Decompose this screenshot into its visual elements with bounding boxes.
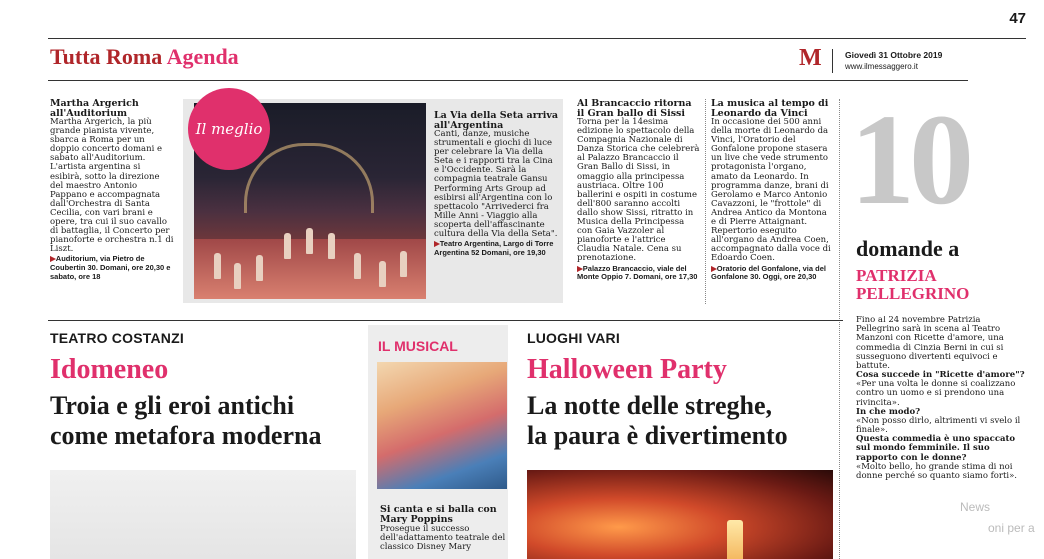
interview-question: In che modo? xyxy=(856,406,921,417)
interview-title: domande a xyxy=(856,236,960,261)
section-title xyxy=(50,44,239,70)
dancer-figure xyxy=(354,253,361,279)
interview-name-first: PATRIZIA xyxy=(856,266,937,285)
interview-answer: «Molto bello, ho grande stima di noi donne perché so quanto siamo forti». xyxy=(856,461,1018,481)
article-info-text: Auditorium, via Pietro de Coubertin 30. Domani, ore 20,30 e sabato, ore 18 xyxy=(50,254,171,281)
masthead-divider xyxy=(832,49,833,73)
article-argerich xyxy=(50,99,175,309)
musical-caption xyxy=(380,505,508,559)
dancer-figure xyxy=(256,255,263,281)
article-info-text: Teatro Argentina, Largo di Torre Argentina 52 Domani, ore 19,30 xyxy=(434,239,554,257)
section-title-main: Tutta Roma xyxy=(50,44,163,69)
musical-caption-heading: Si canta e si balla con Mary Poppins xyxy=(380,505,497,525)
il-meglio-badge: Il meglio xyxy=(188,88,270,170)
article-heading: Martha Argerich all'Auditorium xyxy=(50,99,139,119)
top-rule xyxy=(48,38,1026,39)
mid-rule xyxy=(48,320,843,321)
idomeneo-kicker: TEATRO COSTANZI xyxy=(50,330,184,346)
interview-number: 10 xyxy=(850,88,968,232)
article-info: ▶Palazzo Brancaccio, viale del Monte Oppio 7. Domani, ore 17,30 xyxy=(577,263,698,282)
newspaper-logo[interactable]: M xyxy=(799,45,822,71)
interview-intro: Fino al 24 novembre Patrizia Pellegrino sarà in scena al Teatro Manzoni con Ricette d'amore, una commedia di Cinzia Berni in cui si susseguono divertenti equivoci e battute. xyxy=(856,316,1004,371)
idomeneo-headline-line1: Troia e gli eroi antichi xyxy=(50,391,295,420)
column-divider xyxy=(839,99,840,559)
dancer-figure xyxy=(214,253,221,279)
watermark-text: oni per a xyxy=(988,521,1035,535)
article-heading: La Via della Seta arriva all'Argentina xyxy=(434,111,558,131)
halloween-title[interactable]: Halloween Party xyxy=(527,354,727,385)
mary-poppins-photo xyxy=(377,362,507,489)
article-info: ▶Auditorium, via Pietro de Coubertin 30. Domani, ore 20,30 e sabato, ore 18 xyxy=(50,254,171,281)
article-info: ▶Oratorio del Gonfalone, via del Gonfalone 30. Oggi, ore 20,30 xyxy=(711,263,826,282)
column-divider xyxy=(705,99,706,304)
dancer-figure xyxy=(284,233,291,259)
halloween-headline[interactable] xyxy=(527,391,788,451)
issue-date: Giovedì 31 Ottobre 2019 xyxy=(845,50,943,60)
interview-question: Questa commedia è uno spaccato sul mondo femminile. Il suo rapporto con le donne? xyxy=(856,434,1016,463)
idomeneo-title[interactable]: Idomeneo xyxy=(50,354,169,385)
interview-answer: «Per una volta le donne si coalizzano contro un uomo e si prendono una rivincita». xyxy=(856,379,1016,408)
halloween-photo xyxy=(527,470,833,559)
idomeneo-headline-line2: come metafora moderna xyxy=(50,420,322,450)
article-info: ▶Teatro Argentina, Largo di Torre Argentina 52 Domani, ore 19,30 xyxy=(434,239,554,257)
article-body: Torna per la 14esima edizione lo spettacolo della Compagnia Nazionale di Danza Storica che celebrerà al Palazzo Brancaccio il Gran Ballo di Sissi, in omaggio alla principessa austriaca. Oltre 100 ballerini e ospiti in costume dell'800 saranno accolti dallo show Sissi, ritratto in Musica della Principessa con Gaia Vazzoler al pianoforte e l'attrice Claudia Natale. Cena su prenotazione. xyxy=(577,117,700,264)
musical-caption-body: Prosegue il successo dell'adattamento teatrale del classico Disney Mary xyxy=(380,523,506,552)
idomeneo-photo xyxy=(50,470,356,559)
musical-kicker: IL MUSICAL xyxy=(378,338,458,354)
article-body: Canti, danze, musiche strumentali e giochi di luce per celebrare la Via della Seta e i rapporti tra la Cina e l'Occidente. Sarà la compagnia teatrale Gansu Performing Arts Group ad esibirsi all'Argentina con lo spettacolo "Arrivederci fra Mille Anni - Viaggio alla scoperta dell'affascinante cultura della Via della Seta". xyxy=(434,129,558,240)
dancer-figure xyxy=(400,251,407,277)
article-via-della-seta xyxy=(434,111,559,301)
halloween-kicker: LUOGHI VARI xyxy=(527,330,620,346)
dancer-figure xyxy=(328,233,335,259)
stage-arch xyxy=(244,143,374,213)
interview-answer: «Non posso dirlo, altrimenti vi svelo il finale». xyxy=(856,415,1021,436)
website-link[interactable]: www.ilmessaggero.it xyxy=(845,62,918,71)
article-heading: Al Brancaccio ritorna il Gran ballo di Sissi xyxy=(577,99,692,119)
dancer-figure xyxy=(234,263,241,289)
article-info-text: Oratorio del Gonfalone, via del Gonfalone 30. Oggi, ore 20,30 xyxy=(711,263,826,282)
dancer-figure xyxy=(379,261,386,287)
article-sissi xyxy=(577,99,700,309)
article-leonardo xyxy=(711,99,833,309)
halloween-headline-line2: la paura è divertimento xyxy=(527,420,788,450)
interview-name xyxy=(856,267,969,303)
section-title-accent: Agenda xyxy=(166,44,239,69)
idomeneo-headline[interactable] xyxy=(50,391,321,451)
dancer-figure xyxy=(306,228,313,254)
interview-question: Cosa succede in "Ricette d'amore"? xyxy=(856,370,1025,381)
candle-figure xyxy=(727,520,743,559)
article-info-text: Palazzo Brancaccio, viale del Monte Oppio 7. Domani, ore 17,30 xyxy=(577,263,698,282)
interview-name-last: PELLEGRINO xyxy=(856,283,970,303)
halloween-headline-line1: La notte delle streghe, xyxy=(527,391,773,420)
article-body: In occasione dei 500 anni della morte di Leonardo da Vinci, l'Oratorio del Gonfalone propone stasera un live che vede strumento protagonista l'organo, amato da Leonardo. In programma danze, brani di Gerolamo e Marco Antonio Cavazzoni, le "frottole" di Andrea Antico da Montona e di Pierre Attaignant. Repertorio eseguito all'organo da Andrea Coen, accompagnato dalla voce di Edoardo Coen. xyxy=(711,117,831,264)
header-rule xyxy=(48,80,968,81)
page-number: 47 xyxy=(1009,10,1026,27)
article-body: Martha Argerich, la più grande pianista vivente, sbarca a Roma per un doppio concerto domani e sabato all'Auditorium. L'artista argentina si esibirà, sotto la direzione del maestro Antonio Pappano e accompagnata dall'Orchestra di Santa Cecilia, con vari brani e opere, tra cui il suo cavallo di battaglia, il Concerto per pianoforte e orchestra n.1 di Liszt. xyxy=(50,117,174,255)
watermark-text: News xyxy=(960,500,991,514)
article-heading: La musica al tempo di Leonardo da Vinci xyxy=(711,99,829,119)
